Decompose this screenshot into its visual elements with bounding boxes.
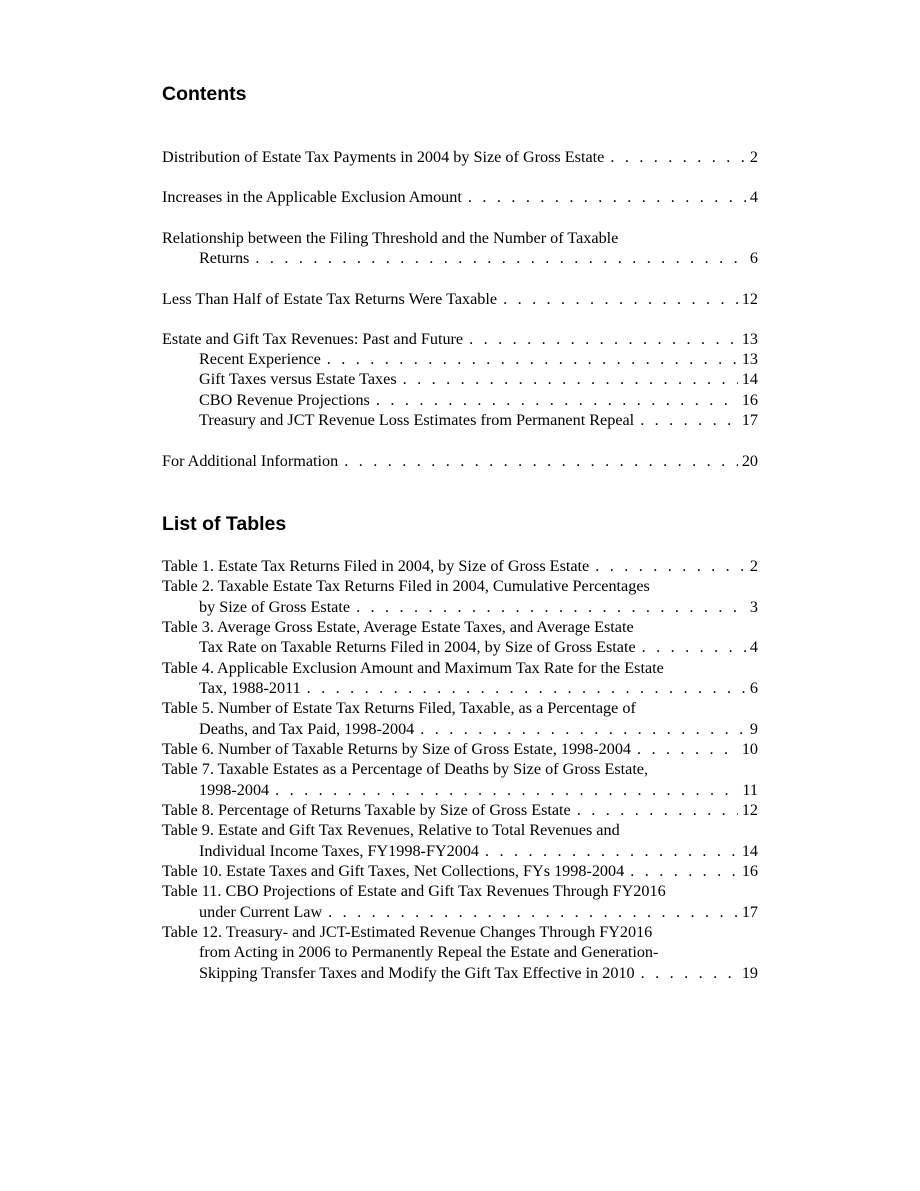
toc-entry-title: Distribution of Estate Tax Payments in 2004 by Size of Gross Estate — [162, 148, 605, 166]
list-of-tables-heading: List of Tables — [162, 513, 287, 535]
table-entry[interactable] — [162, 800, 758, 820]
dot-leader — [275, 780, 738, 800]
table-entry-title-cont: Skipping Transfer Taxes and Modify the Gift Tax Effective in 2010 — [199, 964, 635, 982]
dot-leader — [403, 369, 738, 389]
dot-leader — [640, 410, 738, 430]
table-entry-page: 10 — [741, 740, 758, 758]
table-entry[interactable] — [162, 658, 758, 678]
table-entry-title-cont: Individual Income Taxes, FY1998-FY2004 — [199, 842, 480, 860]
table-entry[interactable] — [162, 739, 758, 759]
toc-subentry[interactable] — [199, 369, 758, 389]
toc-subentry-title: Treasury and JCT Revenue Loss Estimates from Permanent Repeal — [199, 411, 635, 429]
table-entry-title: Table 2. Taxable Estate Tax Returns Filed in 2004, Cumulative Percentages — [162, 577, 650, 595]
dot-leader — [356, 597, 746, 617]
dot-leader — [637, 739, 738, 759]
dot-leader — [328, 902, 738, 922]
toc-subentry[interactable] — [199, 390, 758, 410]
dot-leader — [255, 248, 746, 268]
table-entry-title: Table 1. Estate Tax Returns Filed in 2004, by Size of Gross Estate — [162, 557, 590, 575]
table-entry-title-cont: Tax, 1988-2011 — [199, 679, 301, 697]
table-entry-title-cont: Tax Rate on Taxable Returns Filed in 2004, by Size of Gross Estate — [199, 638, 636, 656]
table-entry[interactable] — [162, 922, 758, 942]
table-entry-title-cont: under Current Law — [199, 903, 323, 921]
toc-entry[interactable] — [162, 329, 758, 349]
table-entry[interactable] — [162, 861, 758, 881]
table-entry-page: 19 — [741, 964, 758, 982]
table-entry-continuation[interactable] — [199, 780, 758, 800]
toc-entry[interactable] — [162, 451, 758, 471]
table-entry-title-cont: 1998-2004 — [199, 781, 270, 799]
table-entry-page: 4 — [749, 638, 758, 656]
toc-entry[interactable] — [162, 147, 758, 167]
table-entry-continuation[interactable] — [199, 963, 758, 983]
toc-subentry-title: Gift Taxes versus Estate Taxes — [199, 370, 397, 388]
table-entry-page: 11 — [742, 781, 758, 799]
contents-heading: Contents — [162, 83, 247, 105]
dot-leader — [630, 861, 738, 881]
table-entry-title: Table 10. Estate Taxes and Gift Taxes, Net Collections, FYs 1998-2004 — [162, 862, 625, 880]
table-entry[interactable] — [162, 759, 758, 779]
toc-entry[interactable] — [162, 187, 758, 207]
table-entry[interactable] — [162, 698, 758, 718]
toc-entry-title: Relationship between the Filing Threshold and the Number of Taxable — [162, 229, 619, 247]
table-entry-title: Table 9. Estate and Gift Tax Revenues, Relative to Total Revenues and — [162, 821, 620, 839]
table-entry-continuation[interactable] — [199, 678, 758, 698]
table-entry-page: 9 — [749, 720, 758, 738]
table-entry-title: Table 12. Treasury- and JCT-Estimated Revenue Changes Through FY2016 — [162, 923, 653, 941]
table-entry-page: 6 — [749, 679, 758, 697]
dot-leader — [469, 329, 738, 349]
toc-entry-title: Estate and Gift Tax Revenues: Past and Future — [162, 330, 464, 348]
table-entry[interactable] — [162, 820, 758, 840]
toc-entry[interactable] — [162, 228, 758, 248]
toc-entry-page: 20 — [741, 452, 758, 470]
table-entry[interactable] — [162, 576, 758, 596]
dot-leader — [577, 800, 738, 820]
table-entry-title: Table 3. Average Gross Estate, Average Estate Taxes, and Average Estate — [162, 618, 634, 636]
dot-leader — [307, 678, 746, 698]
table-entry[interactable] — [162, 881, 758, 901]
table-entry-title-cont: from Acting in 2006 to Permanently Repeal the Estate and Generation- — [199, 943, 659, 961]
table-entry-continuation[interactable] — [199, 902, 758, 922]
table-entry-title: Table 8. Percentage of Returns Taxable by Size of Gross Estate — [162, 801, 571, 819]
table-entry-continuation[interactable] — [199, 597, 758, 617]
dot-leader — [485, 841, 738, 861]
table-entry-title: Table 5. Number of Estate Tax Returns Filed, Taxable, as a Percentage of — [162, 699, 636, 717]
toc-entry-page: 6 — [749, 249, 758, 267]
table-entry-page: 17 — [741, 903, 758, 921]
toc-entry-title-cont: Returns — [199, 249, 250, 267]
table-entry-title-cont: Deaths, and Tax Paid, 1998-2004 — [199, 720, 415, 738]
table-entry-title: Table 7. Taxable Estates as a Percentage of Deaths by Size of Gross Estate, — [162, 760, 649, 778]
toc-subentry-title: Recent Experience — [199, 350, 321, 368]
toc-entry-page: 13 — [741, 350, 758, 368]
table-entry-title-cont: by Size of Gross Estate — [199, 598, 351, 616]
toc-entry-page: 13 — [741, 330, 758, 348]
dot-leader — [344, 451, 738, 471]
dot-leader — [468, 187, 746, 207]
toc-entry-title: Increases in the Applicable Exclusion Amount — [162, 188, 462, 206]
toc-entry-page: 16 — [741, 391, 758, 409]
dot-leader — [642, 637, 746, 657]
table-entry-continuation[interactable] — [199, 942, 758, 962]
dot-leader — [610, 147, 746, 167]
dot-leader — [503, 289, 738, 309]
table-entry-continuation[interactable] — [199, 841, 758, 861]
dot-leader — [420, 719, 746, 739]
table-entry-title: Table 4. Applicable Exclusion Amount and Maximum Tax Rate for the Estate — [162, 659, 664, 677]
table-entry-page: 3 — [749, 598, 758, 616]
table-entry[interactable] — [162, 556, 758, 576]
toc-entry-page: 12 — [741, 290, 758, 308]
table-entry-continuation[interactable] — [199, 637, 758, 657]
dot-leader — [595, 556, 746, 576]
table-entry-continuation[interactable] — [199, 719, 758, 739]
toc-subentry-title: CBO Revenue Projections — [199, 391, 370, 409]
table-entry-page: 14 — [741, 842, 758, 860]
table-entry-title: Table 6. Number of Taxable Returns by Size of Gross Estate, 1998-2004 — [162, 740, 632, 758]
dot-leader — [327, 349, 738, 369]
toc-entry-continuation[interactable] — [199, 248, 758, 268]
toc-subentry[interactable] — [199, 410, 758, 430]
toc-entry-title: Less Than Half of Estate Tax Returns Were Taxable — [162, 290, 498, 308]
table-entry-page: 2 — [749, 557, 758, 575]
dot-leader — [641, 963, 738, 983]
table-entry[interactable] — [162, 617, 758, 637]
toc-entry[interactable] — [162, 289, 758, 309]
table-entry-page: 16 — [741, 862, 758, 880]
toc-entry-page: 4 — [749, 188, 758, 206]
table-entry-page: 12 — [741, 801, 758, 819]
toc-entry-page: 14 — [741, 370, 758, 388]
toc-entry-title: For Additional Information — [162, 452, 339, 470]
toc-entry-page: 17 — [741, 411, 758, 429]
toc-subentry[interactable] — [199, 349, 758, 369]
toc-entry-page: 2 — [749, 148, 758, 166]
table-entry-title: Table 11. CBO Projections of Estate and Gift Tax Revenues Through FY2016 — [162, 882, 666, 900]
dot-leader — [376, 390, 738, 410]
